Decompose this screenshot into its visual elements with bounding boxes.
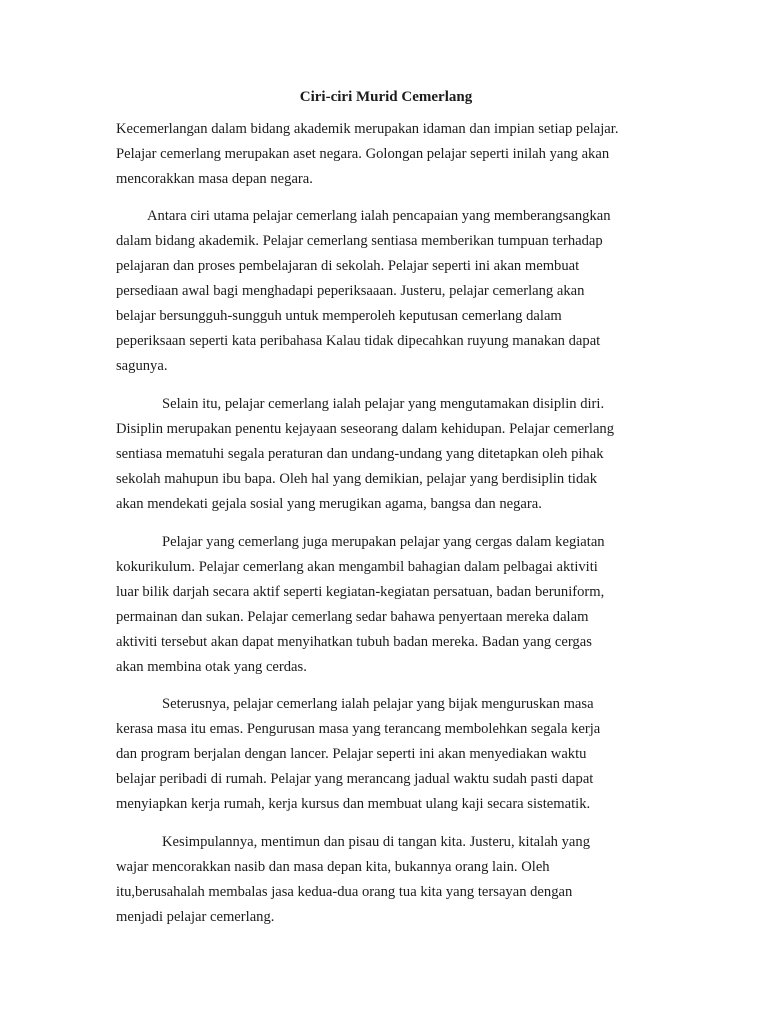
paragraph-line: Seterusnya, pelajar cemerlang ialah pelajar yang bijak menguruskan masa bbox=[162, 696, 594, 712]
paragraph-line: menjadi pelajar cemerlang. bbox=[116, 909, 275, 925]
paragraph-line: dan program berjalan dengan lancer. Pelajar seperti ini akan menyediakan waktu bbox=[116, 746, 587, 762]
paragraph-line: akan membina otak yang cerdas. bbox=[116, 659, 307, 675]
paragraph-line: Disiplin merupakan penentu kejayaan seseorang dalam kehidupan. Pelajar cemerlang bbox=[116, 421, 615, 437]
paragraph-line: sagunya. bbox=[116, 358, 168, 374]
paragraph-line: Antara ciri utama pelajar cemerlang ialah pencapaian yang memberangsangkan bbox=[147, 208, 611, 224]
paragraph-cocurriculum bbox=[116, 530, 661, 680]
paragraph-academic bbox=[116, 204, 661, 379]
paragraph-line: Selain itu, pelajar cemerlang ialah pelajar yang mengutamakan disiplin diri. bbox=[162, 396, 605, 412]
paragraph-line: pelajaran dan proses pembelajaran di sekolah. Pelajar seperti ini akan membuat bbox=[116, 258, 580, 274]
paragraph-line: sentiasa mematuhi segala peraturan dan undang-undang yang ditetapkan oleh pihak bbox=[116, 446, 604, 462]
document-title: Ciri-ciri Murid Cemerlang bbox=[299, 89, 473, 105]
paragraph-line: Pelajar cemerlang merupakan aset negara. Golongan pelajar seperti inilah yang akan bbox=[116, 146, 610, 162]
paragraph-line: akan mendekati gejala sosial yang merugikan agama, bangsa dan negara. bbox=[116, 496, 542, 512]
paragraph-line: sekolah mahupun ibu bapa. Oleh hal yang demikian, pelajar yang berdisiplin tidak bbox=[116, 471, 598, 487]
paragraph-line: wajar mencorakkan nasib dan masa depan kita, bukannya orang lain. Oleh bbox=[116, 859, 550, 875]
paragraph-line: itu,berusahalah membalas jasa kedua-dua orang tua kita yang tersayan dengan bbox=[116, 884, 573, 900]
paragraph-discipline bbox=[116, 392, 661, 517]
paragraph-line: permainan dan sukan. Pelajar cemerlang sedar bahawa penyertaan mereka dalam bbox=[116, 609, 589, 625]
paragraph-line: aktiviti tersebut akan dapat menyihatkan tubuh badan mereka. Badan yang cergas bbox=[116, 634, 592, 650]
paragraph-line: peperiksaan seperti kata peribahasa Kalau tidak dipecahkan ruyung manakan dapat bbox=[116, 333, 601, 349]
paragraph-line: kerasa masa itu emas. Pengurusan masa yang terancang membolehkan segala kerja bbox=[116, 721, 601, 737]
paragraph-line: Kesimpulannya, mentimun dan pisau di tangan kita. Justeru, kitalah yang bbox=[162, 834, 590, 850]
paragraph-line: luar bilik darjah secara aktif seperti kegiatan-kegiatan persatuan, badan beruniform, bbox=[116, 584, 605, 600]
paragraph-line: Pelajar yang cemerlang juga merupakan pelajar yang cergas dalam kegiatan bbox=[162, 534, 605, 550]
paragraph-line: mencorakkan masa depan negara. bbox=[116, 171, 313, 187]
paragraph-time-management bbox=[116, 692, 661, 817]
paragraph-line: Kecemerlangan dalam bidang akademik merupakan idaman dan impian setiap pelajar. bbox=[116, 121, 619, 137]
paragraph-intro bbox=[116, 117, 661, 192]
paragraph-line: dalam bidang akademik. Pelajar cemerlang sentiasa memberikan tumpuan terhadap bbox=[116, 233, 603, 249]
paragraph-conclusion bbox=[116, 830, 661, 930]
paragraph-line: persediaan awal bagi menghadapi peperiksaaan. Justeru, pelajar cemerlang akan bbox=[116, 283, 585, 299]
paragraph-line: menyiapkan kerja rumah, kerja kursus dan membuat ulang kaji secara sistematik. bbox=[116, 796, 591, 812]
paragraph-line: belajar bersungguh-sungguh untuk memperoleh keputusan cemerlang dalam bbox=[116, 308, 562, 324]
paragraph-line: kokurikulum. Pelajar cemerlang akan mengambil bahagian dalam pelbagai aktiviti bbox=[116, 559, 598, 575]
paragraph-line: belajar peribadi di rumah. Pelajar yang merancang jadual waktu sudah pasti dapat bbox=[116, 771, 594, 787]
